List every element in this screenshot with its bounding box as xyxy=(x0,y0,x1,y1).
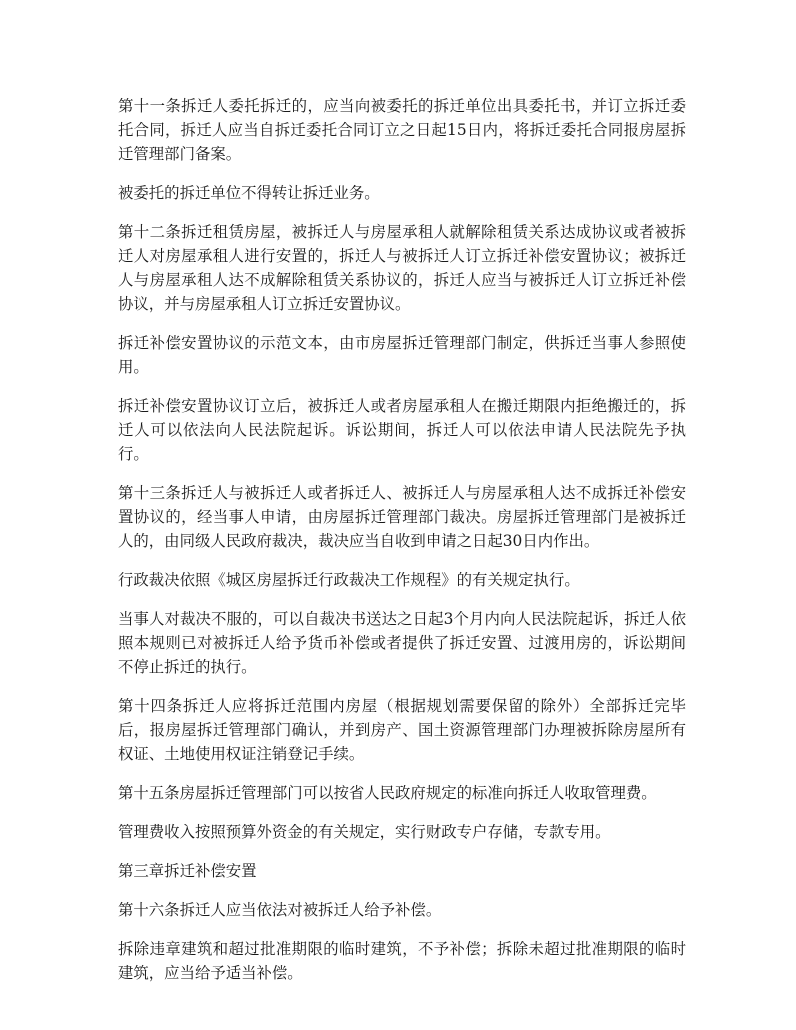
paragraph-management-fee: 管理费收入按照预算外资金的有关规定，实行财政专户存储，专款专用。 xyxy=(118,823,611,841)
paragraph-model-agreement: 拆迁补偿安置协议的示范文本，由市房屋拆迁管理部门制定，供拆迁当事人参照使用。 xyxy=(118,334,686,376)
paragraph-article-14: 第十四条拆迁人应将拆迁范围内房屋（根据规划需要保留的除外）全部拆迁完毕后，报房屋拆迁管理部门确认，并到房产、国土资源管理部门办理被拆除房屋所有权证、土地使用权证注销登记手续。 xyxy=(118,697,686,763)
paragraph-article-11: 第十一条拆迁人委托拆迁的，应当向被委托的拆迁单位出具委托书，并订立拆迁委托合同，拆迁人应当自拆迁委托合同订立之日起15日内，将拆迁委托合同报房屋拆迁管理部门备案。 xyxy=(118,97,686,163)
paragraph-no-transfer: 被委托的拆迁单位不得转让拆迁业务。 xyxy=(118,184,380,202)
paragraph-article-13: 第十三条拆迁人与被拆迁人或者拆迁人、被拆迁人与房屋承租人达不成拆迁补偿安置协议的，经当事人申请，由房屋拆迁管理部门裁决。房屋拆迁管理部门是被拆迁人的，由同级人民政府裁决，裁决应当自收到申请之日起30日内作出。 xyxy=(118,484,686,550)
paragraph-article-15: 第十五条房屋拆迁管理部门可以按省人民政府规定的标准向拆迁人收取管理费。 xyxy=(118,784,657,802)
document-body xyxy=(118,94,686,1000)
paragraph-illegal-buildings: 拆除违章建筑和超过批准期限的临时建筑，不予补偿；拆除未超过批准期限的临时建筑，应当给予适当补偿。 xyxy=(118,940,686,982)
paragraph-article-12: 第十二条拆迁租赁房屋，被拆迁人与房屋承租人就解除租赁关系达成协议或者被拆迁人对房屋承租人进行安置的，拆迁人与被拆迁人订立拆迁补偿安置协议；被拆迁人与房屋承租人达不成解除租赁关系协议的，拆迁人应当与被拆迁人订立拆迁补偿协议，并与房屋承租人订立拆迁安置协议。 xyxy=(118,223,686,313)
paragraph-administrative-ruling: 行政裁决依照《城区房屋拆迁行政裁决工作规程》的有关规定执行。 xyxy=(118,571,580,589)
paragraph-appeal: 当事人对裁决不服的，可以自裁决书送达之日起3个月内向人民法院起诉，拆迁人依照本规则已对被拆迁人给予货币补偿或者提供了拆迁安置、过渡用房的，诉讼期间不停止拆迁的执行。 xyxy=(118,610,686,676)
chapter-heading: 第三章拆迁补偿安置 xyxy=(118,862,257,880)
paragraph-article-16: 第十六条拆迁人应当依法对被拆迁人给予补偿。 xyxy=(118,901,442,919)
paragraph-refuse-relocation: 拆迁补偿安置协议订立后，被拆迁人或者房屋承租人在搬迁期限内拒绝搬迁的，拆迁人可以依法向人民法院起诉。诉讼期间，拆迁人可以依法申请人民法院先予执行。 xyxy=(118,397,686,463)
